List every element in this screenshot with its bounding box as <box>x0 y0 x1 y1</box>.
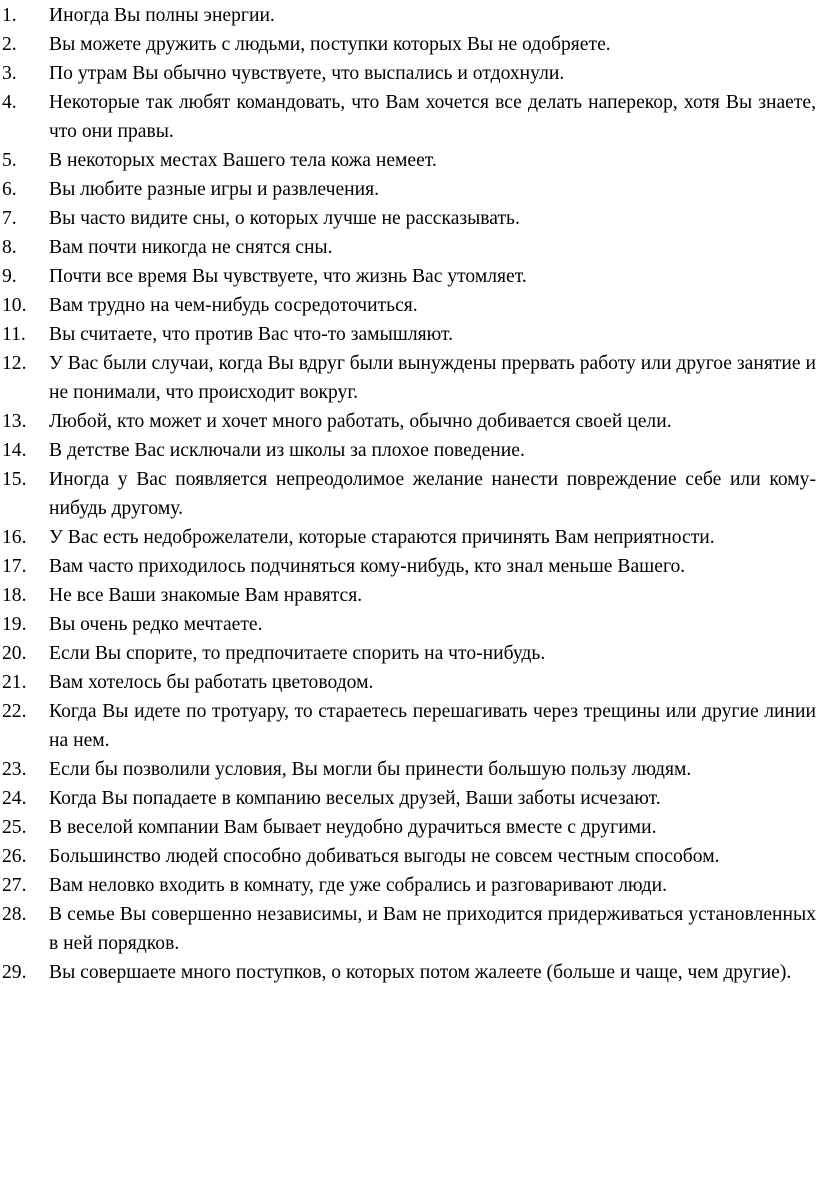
list-item <box>0 1 816 30</box>
item-number: 12. <box>2 353 27 374</box>
item-number: 3. <box>2 63 17 84</box>
item-number: 19. <box>2 614 27 635</box>
item-number: 14. <box>2 440 27 461</box>
item-text: В некоторых местах Вашего тела кожа немеет. <box>49 150 437 171</box>
item-number: 1. <box>2 5 17 26</box>
item-text: Не все Ваши знакомые Вам нравятся. <box>49 585 363 606</box>
list-item <box>0 175 816 204</box>
list-item <box>0 842 816 871</box>
list-item <box>0 349 816 407</box>
list-item <box>0 523 816 552</box>
list-item <box>0 900 816 958</box>
item-number: 2. <box>2 34 17 55</box>
item-text: В детстве Вас исключали из школы за плохое поведение. <box>49 440 525 461</box>
item-text: Если Вы спорите, то предпочитаете спорить на что-нибудь. <box>49 643 546 664</box>
list-item <box>0 639 816 668</box>
item-text: Иногда у Вас появляется непреодолимое желание нанести повреждение себе или кому-нибудь другому. <box>49 469 816 519</box>
list-item <box>0 610 816 639</box>
item-text: Вы очень редко мечтаете. <box>49 614 263 635</box>
item-number: 20. <box>2 643 27 664</box>
item-text: Вам часто приходилось подчиняться кому-нибудь, кто знал меньше Вашего. <box>49 556 686 577</box>
list-item <box>0 146 816 175</box>
item-number: 28. <box>2 904 27 925</box>
item-text: Большинство людей способно добиваться выгоды не совсем честным способом. <box>49 846 720 867</box>
list-item <box>0 813 816 842</box>
item-text: Иногда Вы полны энергии. <box>49 5 275 26</box>
item-number: 5. <box>2 150 17 171</box>
list-item <box>0 320 816 349</box>
item-number: 10. <box>2 295 27 316</box>
item-number: 25. <box>2 817 27 838</box>
item-text: Почти все время Вы чувствуете, что жизнь Вас утомляет. <box>49 266 527 287</box>
item-text: У Вас есть недоброжелатели, которые стараются причинять Вам неприятности. <box>49 527 715 548</box>
item-text: Вы можете дружить с людьми, поступки которых Вы не одобряете. <box>49 34 611 55</box>
item-number: 17. <box>2 556 27 577</box>
item-text: Если бы позволили условия, Вы могли бы принести большую пользу людям. <box>49 759 692 780</box>
list-item <box>0 784 816 813</box>
item-number: 9. <box>2 266 17 287</box>
item-text: Некоторые так любят командовать, что Вам хочется все делать наперекор, хотя Вы знаете, что они правы. <box>49 92 816 142</box>
item-number: 13. <box>2 411 27 432</box>
list-item <box>0 552 816 581</box>
item-number: 15. <box>2 469 27 490</box>
list-item <box>0 755 816 784</box>
item-number: 6. <box>2 179 17 200</box>
item-text: Вам почти никогда не снятся сны. <box>49 237 333 258</box>
item-text: Когда Вы идете по тротуару, то стараетесь перешагивать через трещины или другие линии на нем. <box>49 701 816 751</box>
list-item <box>0 668 816 697</box>
item-text: По утрам Вы обычно чувствуете, что выспались и отдохнули. <box>49 63 565 84</box>
item-number: 27. <box>2 875 27 896</box>
item-number: 29. <box>2 962 27 983</box>
list-item <box>0 204 816 233</box>
item-number: 22. <box>2 701 27 722</box>
item-text: В семье Вы совершенно независимы, и Вам не приходится придерживаться установленных в ней порядков. <box>49 904 816 954</box>
item-number: 4. <box>2 92 17 113</box>
item-text: В веселой компании Вам бывает неудобно дурачиться вместе с другими. <box>49 817 657 838</box>
list-item <box>0 871 816 900</box>
item-text: Вы считаете, что против Вас что-то замышляют. <box>49 324 453 345</box>
item-number: 7. <box>2 208 17 229</box>
list-item <box>0 233 816 262</box>
item-text: Любой, кто может и хочет много работать, обычно добивается своей цели. <box>49 411 672 432</box>
list-item <box>0 88 816 146</box>
item-text: Вы совершаете много поступков, о которых потом жалеете (больше и чаще, чем другие). <box>49 962 792 983</box>
list-item <box>0 291 816 320</box>
item-text: Вы любите разные игры и развлечения. <box>49 179 380 200</box>
question-list <box>0 1 816 987</box>
item-number: 21. <box>2 672 27 693</box>
list-item <box>0 581 816 610</box>
item-number: 11. <box>2 324 26 345</box>
item-text: Когда Вы попадаете в компанию веселых друзей, Ваши заботы исчезают. <box>49 788 661 809</box>
item-number: 18. <box>2 585 27 606</box>
list-item <box>0 59 816 88</box>
item-text: У Вас были случаи, когда Вы вдруг были вынуждены прервать работу или другое занятие и не понимали, что происходит вокруг. <box>49 353 816 403</box>
item-text: Вам неловко входить в комнату, где уже собрались и разговаривают люди. <box>49 875 667 896</box>
item-number: 26. <box>2 846 27 867</box>
item-number: 16. <box>2 527 27 548</box>
list-item <box>0 958 816 987</box>
item-text: Вы часто видите сны, о которых лучше не рассказывать. <box>49 208 520 229</box>
item-number: 8. <box>2 237 17 258</box>
item-text: Вам трудно на чем-нибудь сосредоточиться. <box>49 295 418 316</box>
list-item <box>0 262 816 291</box>
list-item <box>0 30 816 59</box>
list-item <box>0 465 816 523</box>
list-item <box>0 436 816 465</box>
list-item <box>0 697 816 755</box>
item-number: 23. <box>2 759 27 780</box>
list-item <box>0 407 816 436</box>
item-text: Вам хотелось бы работать цветоводом. <box>49 672 374 693</box>
item-number: 24. <box>2 788 27 809</box>
